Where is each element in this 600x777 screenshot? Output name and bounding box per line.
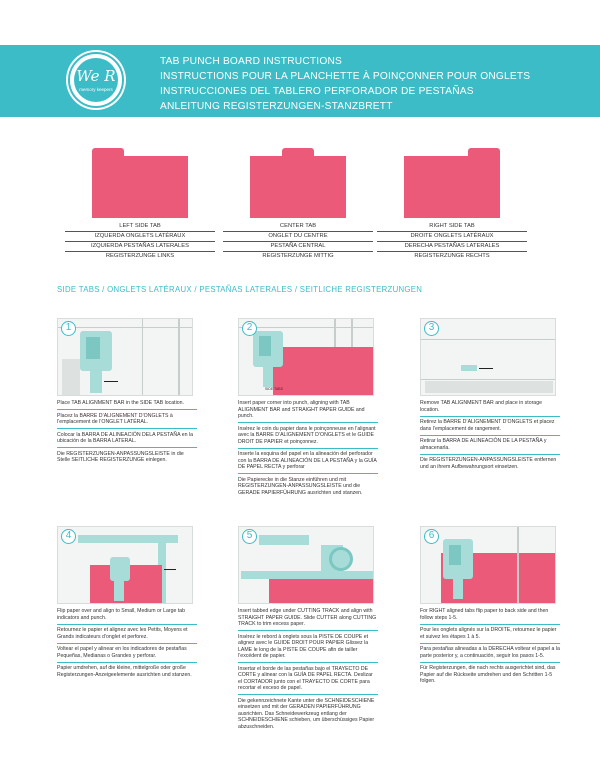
title-en: TAB PUNCH BOARD INSTRUCTIONS bbox=[160, 56, 343, 67]
step-4-text: Flip paper over and align to Small, Medium or Large tab indicators and punch. Retournez le papier et alignez avec les Petits, Moyens et Grands indicateurs d’onglet et perforez. Voltear el papel y alinear en los indicadores de pestañas Pequeñas, Medianas o Grandes y perforar. Papier umdrehen, auf die kleine, mittelgroße oder große Registerzungen-Anzeigeelemente ausrichten und stanzen. bbox=[57, 608, 197, 683]
step-4-number: 4 bbox=[61, 529, 76, 544]
step-6-text: For RIGHT aligned tabs flip paper to back side and then follow steps 1-5. Pour les onglets alignés sur la DROITE, retournez le papier et suivez les étapes 1 à 5. Para pestañas alineadas a la DERECHA voltear el papel a la parte posterior y, a continuación, seguir los pasos 1-5. Für Registerzungen, die nach rechts ausgerichtet sind, das Papier auf die Rückseite umdrehen und den Schritten 1-5 folgen. bbox=[420, 608, 560, 684]
title-fr: INSTRUCTIONS POUR LA PLANCHETTE À POINÇONNER POUR ONGLETS bbox=[160, 71, 531, 82]
step-3-text: Remove TAB ALIGNMENT BAR and place in storage location. Retirez la BARRE D’ALIGNEMENT D’ONGLETS et placez dans l’emplacement de rangement. Retirar la BARRA DE ALINEACIÓN DE LA PESTAÑA y almacenarla. Die REGISTERZUNGEN-ANPASSUNGSLEISTE entfernen und an ihrem Aufbewahrungsort einsetzen. bbox=[420, 400, 560, 475]
logo-mark: We R bbox=[76, 67, 116, 85]
step-2-caption: SIDE TABS bbox=[265, 387, 283, 391]
title-block bbox=[160, 54, 530, 114]
step-2-illustration bbox=[238, 318, 374, 396]
logo-tagline: memory keepers bbox=[79, 87, 113, 92]
step-1-text: Place TAB ALIGNMENT BAR in the SIDE TAB location. Placez la BARRE D’ALIGNEMENT D’ONGLETS à l’emplacement de l’ONGLET LATÉRAL. Colocar la BARRA DE ALINEACIÓN DELA PESTAÑA en la ubicación de la BARRA LATERAL. Die REGISTERZUNGEN-ANPASSUNGSLEISTE in die Stelle SEITLICHE REGISTERZUNGE einlegen. bbox=[57, 400, 197, 469]
step-6-number: 6 bbox=[424, 529, 439, 544]
step-5-text: Insert tabbed edge under CUTTING TRACK and align with STRAIGHT PAPER GUIDE. Slide CUTTER along CUTTING TRACK to trim excess paper. Insérez le rebord à onglets sous la PISTE DE COUPE et alignez avec le GUIDE DROIT POUR PAPIER Glissez la LAME le long de la PISTE DE COUPE afin de tailler l’excédent de papier. Insertar el borde de las pestañas bajo el TRAYECTO DE CORTE y alinear con la GUÍA DE PAPEL RECTA. Deslizar el CORTADOR junto con el TRAYECTO DE CORTE para recortar el exceso de papel. Die gekennzeichnete Kante unter die SCHNEIDESCHIENE einsetzen und mit der GERADEN PAPIERFÜHRUNG ausrichten. Das Schneidewerkzeug entlang der SCHNEIDESCHIENE schieben, um überschüssiges Papier abzuschneiden. bbox=[238, 608, 377, 730]
step-6-illustration bbox=[420, 526, 556, 604]
title-es: INSTRUCCIONES DEL TABLERO PERFORADOR DE PESTAÑAS bbox=[160, 86, 474, 97]
step-1-number: 1 bbox=[61, 321, 76, 336]
center-tab-label: CENTER TAB ONGLET DU CENTRE PESTAÑA CENTRAL REGISTERZUNGE MITTIG bbox=[223, 222, 373, 261]
step-5-illustration bbox=[238, 526, 374, 604]
section-title: SIDE TABS / ONGLETS LATÉRAUX / PESTAÑAS LATERALES / SEITLICHE REGISTERZUNGEN bbox=[57, 285, 423, 294]
step-4-illustration bbox=[57, 526, 193, 604]
title-de: ANLEITUNG REGISTERZUNGEN-STANZBRETT bbox=[160, 101, 393, 112]
step-2-number: 2 bbox=[242, 321, 257, 336]
step-3-illustration bbox=[420, 318, 556, 396]
brand-logo bbox=[68, 52, 124, 108]
step-1-illustration bbox=[57, 318, 193, 396]
step-5-number: 5 bbox=[242, 529, 257, 544]
step-3-number: 3 bbox=[424, 321, 439, 336]
left-tab-label: LEFT SIDE TAB IZQUERDA ONGLETS LATÉRAUX IZQUIERDA PESTAÑAS LATERALES REGISTERZUNGE LINKS bbox=[65, 222, 215, 261]
step-2-text: Insert paper corner into punch, aligning with TAB ALIGNMENT BAR and STRAIGHT PAPER GUIDE and punch. Insérez le coin du papier dans le poinçonneuse en l’alignant avec la BARRE D’ALIGNEMENT D’ONGLETS et le GUIDE DROIT DE PAPIER et poinçonnez. Inserte la esquina del papel en la alineación del perforador con la BARRA DE ALINEACIÓN DE LA PESTAÑA y la GUÍA DE PAPEL RECTA y perforar Die Papierecke in die Stanze einführen und mit REGISTERZUNGEN-ANPASSUNGSLEISTE und die GERADE PAPIERFÜHRUNG ausrichten und stanzen. bbox=[238, 400, 377, 496]
right-tab-label: RIGHT SIDE TAB DROITE ONGLETS LATÉRAUX DERECHA PESTAÑAS LATERALES REGISTERZUNGE RECHTS bbox=[377, 222, 527, 261]
